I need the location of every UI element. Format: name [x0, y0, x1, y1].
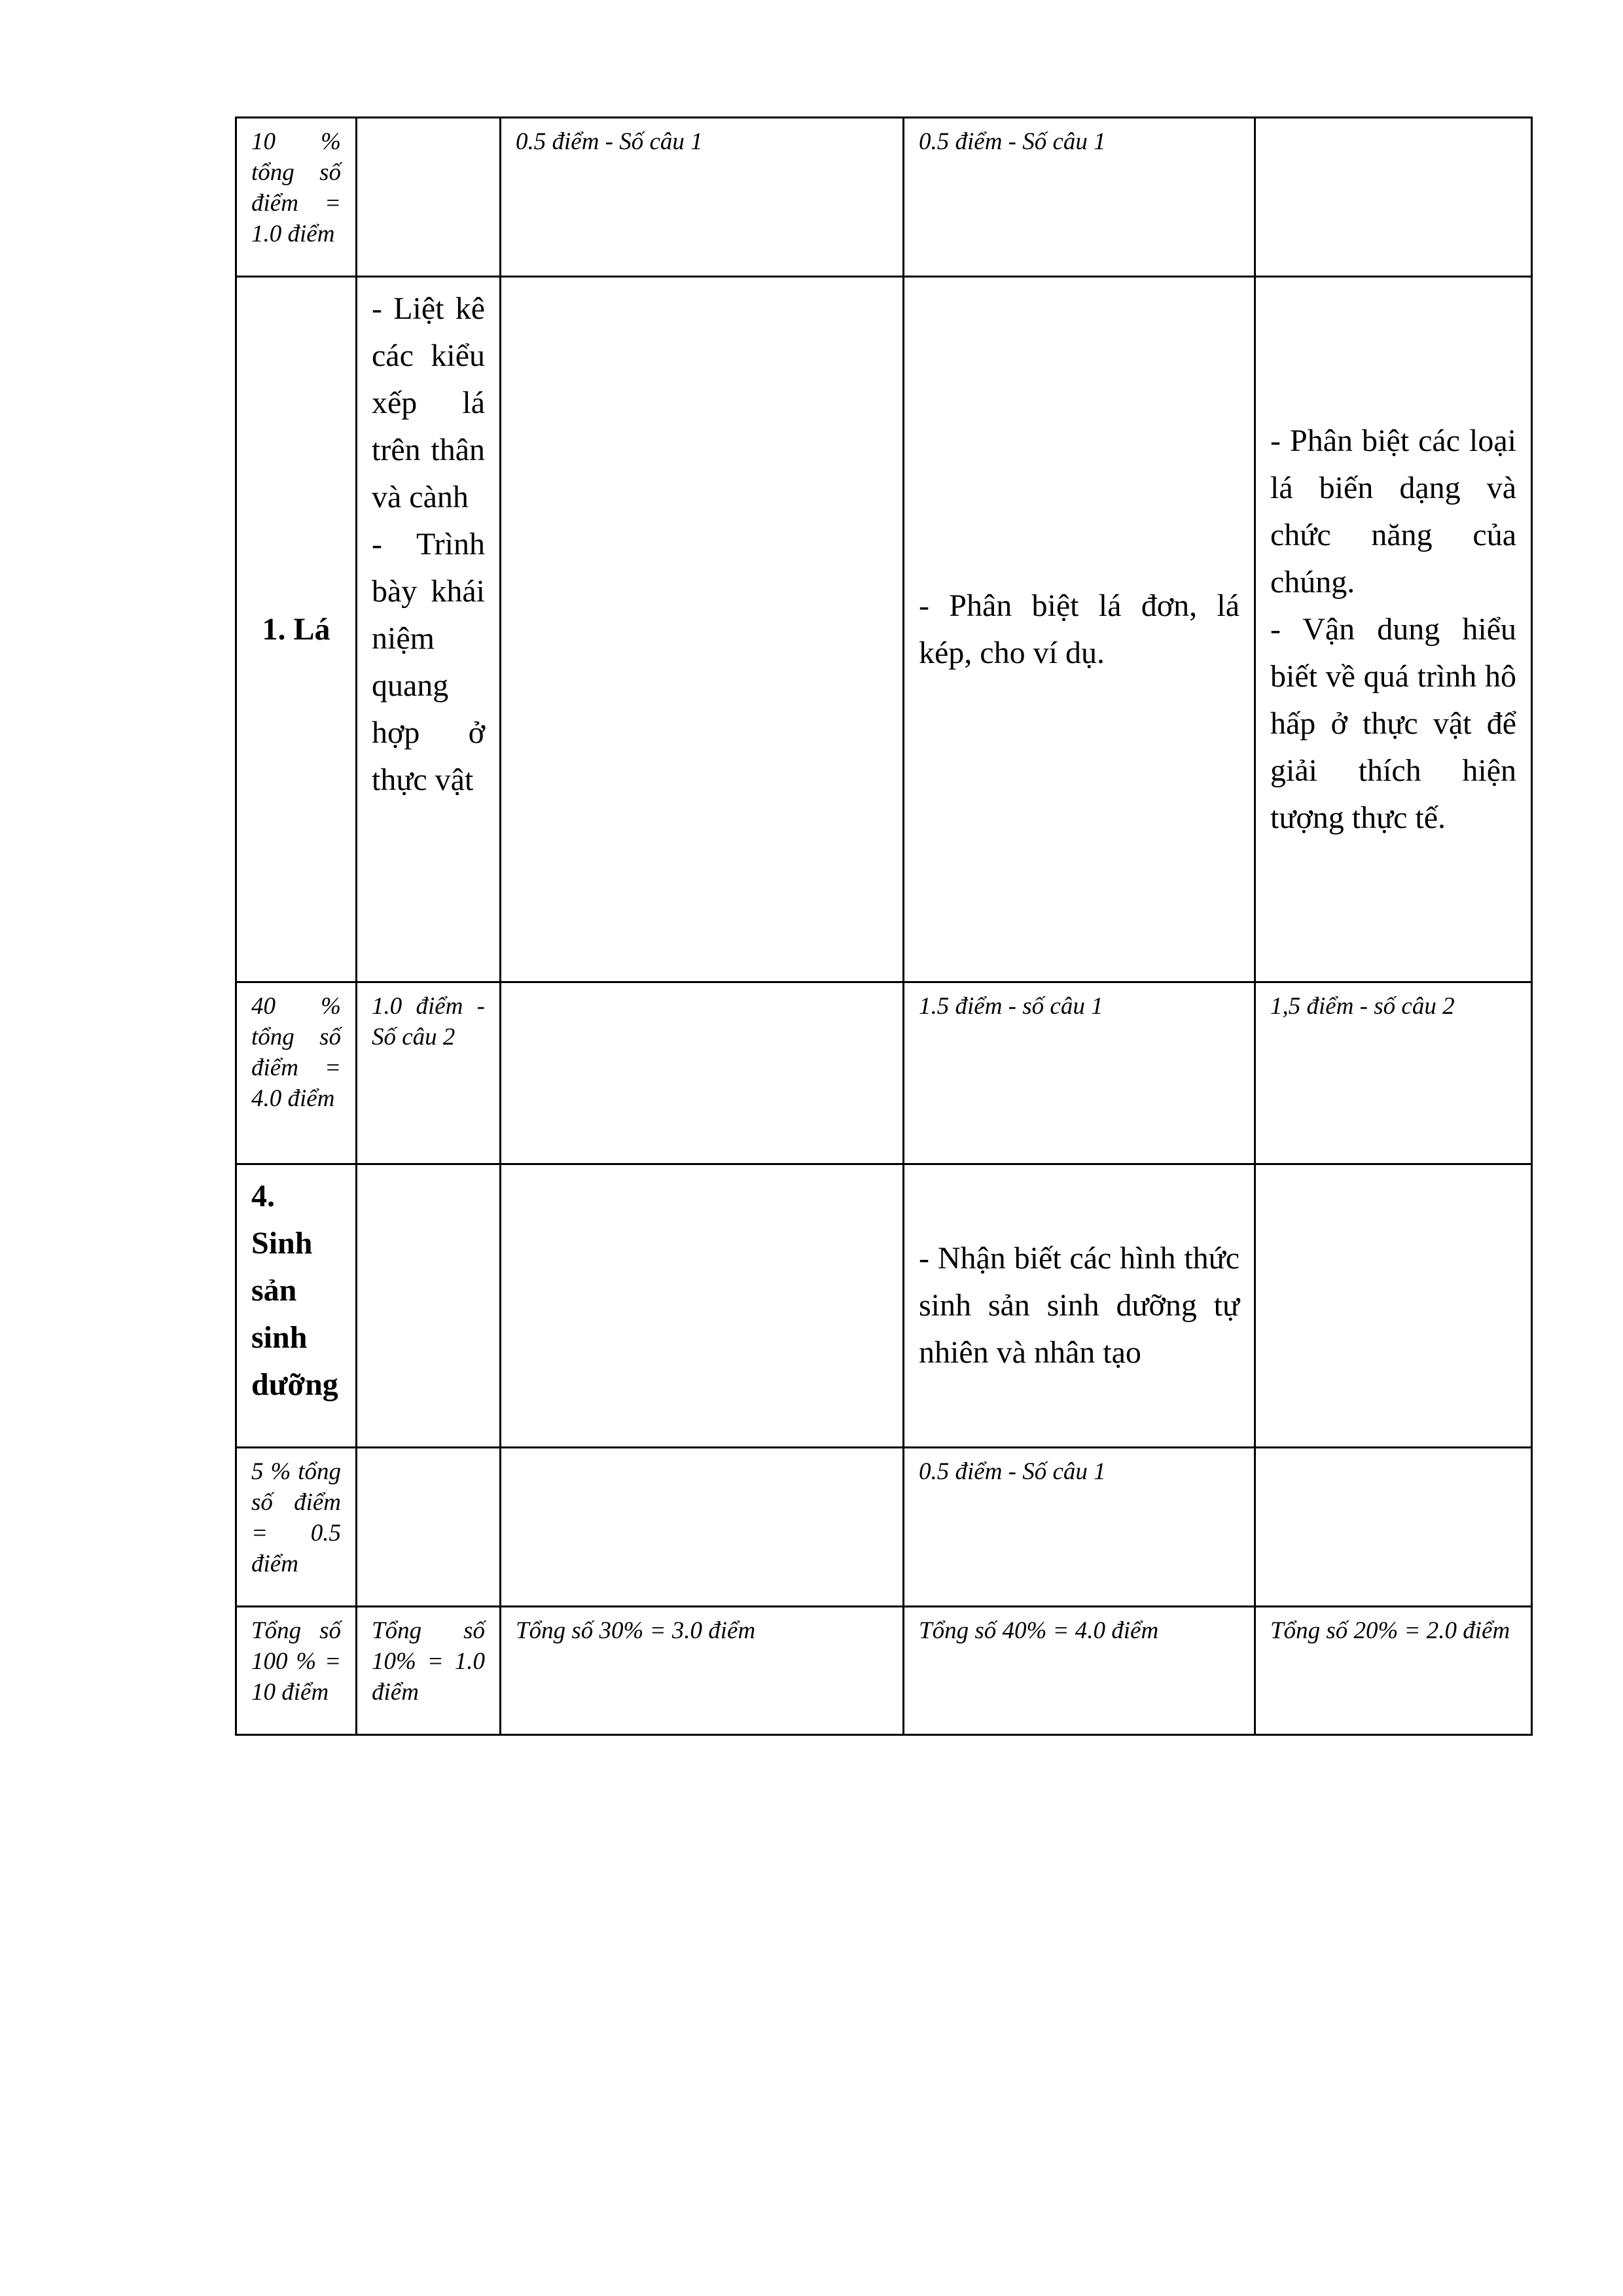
table-row: [236, 1607, 1532, 1735]
table-cell: [1255, 1164, 1532, 1448]
table-cell: 1,5 điểm - số câu 2: [1255, 982, 1532, 1164]
score-percentage-cell: 10 % tổng số điểm = 1.0 điểm: [236, 118, 357, 277]
table-cell: [501, 1448, 904, 1607]
table-cell: [357, 118, 501, 277]
assessment-matrix-table: [235, 117, 1533, 1736]
application-cell: - Phân biệt lá đơn, lá kép, cho ví dụ.: [904, 277, 1255, 982]
advanced-application-cell: - Phân biệt các loại lá biến dạng và chức năng của chúng. - Vận dung hiểu biết về quá trình hô hấp ở thực vật để giải thích hiện tượng thực tế.: [1255, 277, 1532, 982]
table-cell: [501, 982, 904, 1164]
topic-cell: 4. Sinh sản sinh dưỡng: [236, 1164, 357, 1448]
table-cell: [357, 1448, 501, 1607]
score-percentage-cell: 5 % tổng số điểm = 0.5 điểm: [236, 1448, 357, 1607]
topic-cell: 1. Lá: [236, 277, 357, 982]
table-row: [236, 1448, 1532, 1607]
total-cell: Tổng số 100 % = 10 điểm: [236, 1607, 357, 1735]
table-cell: [357, 1164, 501, 1448]
total-cell: Tổng số 40% = 4.0 điểm: [904, 1607, 1255, 1735]
score-percentage-cell: 40 % tổng số điểm = 4.0 điểm: [236, 982, 357, 1164]
table-cell: 0.5 điểm - Số câu 1: [501, 118, 904, 277]
table-row: [236, 982, 1532, 1164]
table-cell: 1.5 điểm - số câu 1: [904, 982, 1255, 1164]
table-row: [236, 277, 1532, 982]
total-cell: Tổng số 10% = 1.0 điểm: [357, 1607, 501, 1735]
table-row: [236, 118, 1532, 277]
application-cell: - Nhận biết các hình thức sinh sản sinh dưỡng tự nhiên và nhân tạo: [904, 1164, 1255, 1448]
table-cell: 1.0 điểm - Số câu 2: [357, 982, 501, 1164]
table-cell: [501, 277, 904, 982]
total-cell: Tổng số 30% = 3.0 điểm: [501, 1607, 904, 1735]
table-cell: [1255, 1448, 1532, 1607]
total-cell: Tổng số 20% = 2.0 điểm: [1255, 1607, 1532, 1735]
table-cell: [1255, 118, 1532, 277]
table-cell: [501, 1164, 904, 1448]
table-cell: 0.5 điểm - Số câu 1: [904, 118, 1255, 277]
table-row: [236, 1164, 1532, 1448]
table-cell: 0.5 điểm - Số câu 1: [904, 1448, 1255, 1607]
recognition-cell: - Liệt kê các kiểu xếp lá trên thân và cành - Trình bày khái niệm quang hợp ở thực vật: [357, 277, 501, 982]
